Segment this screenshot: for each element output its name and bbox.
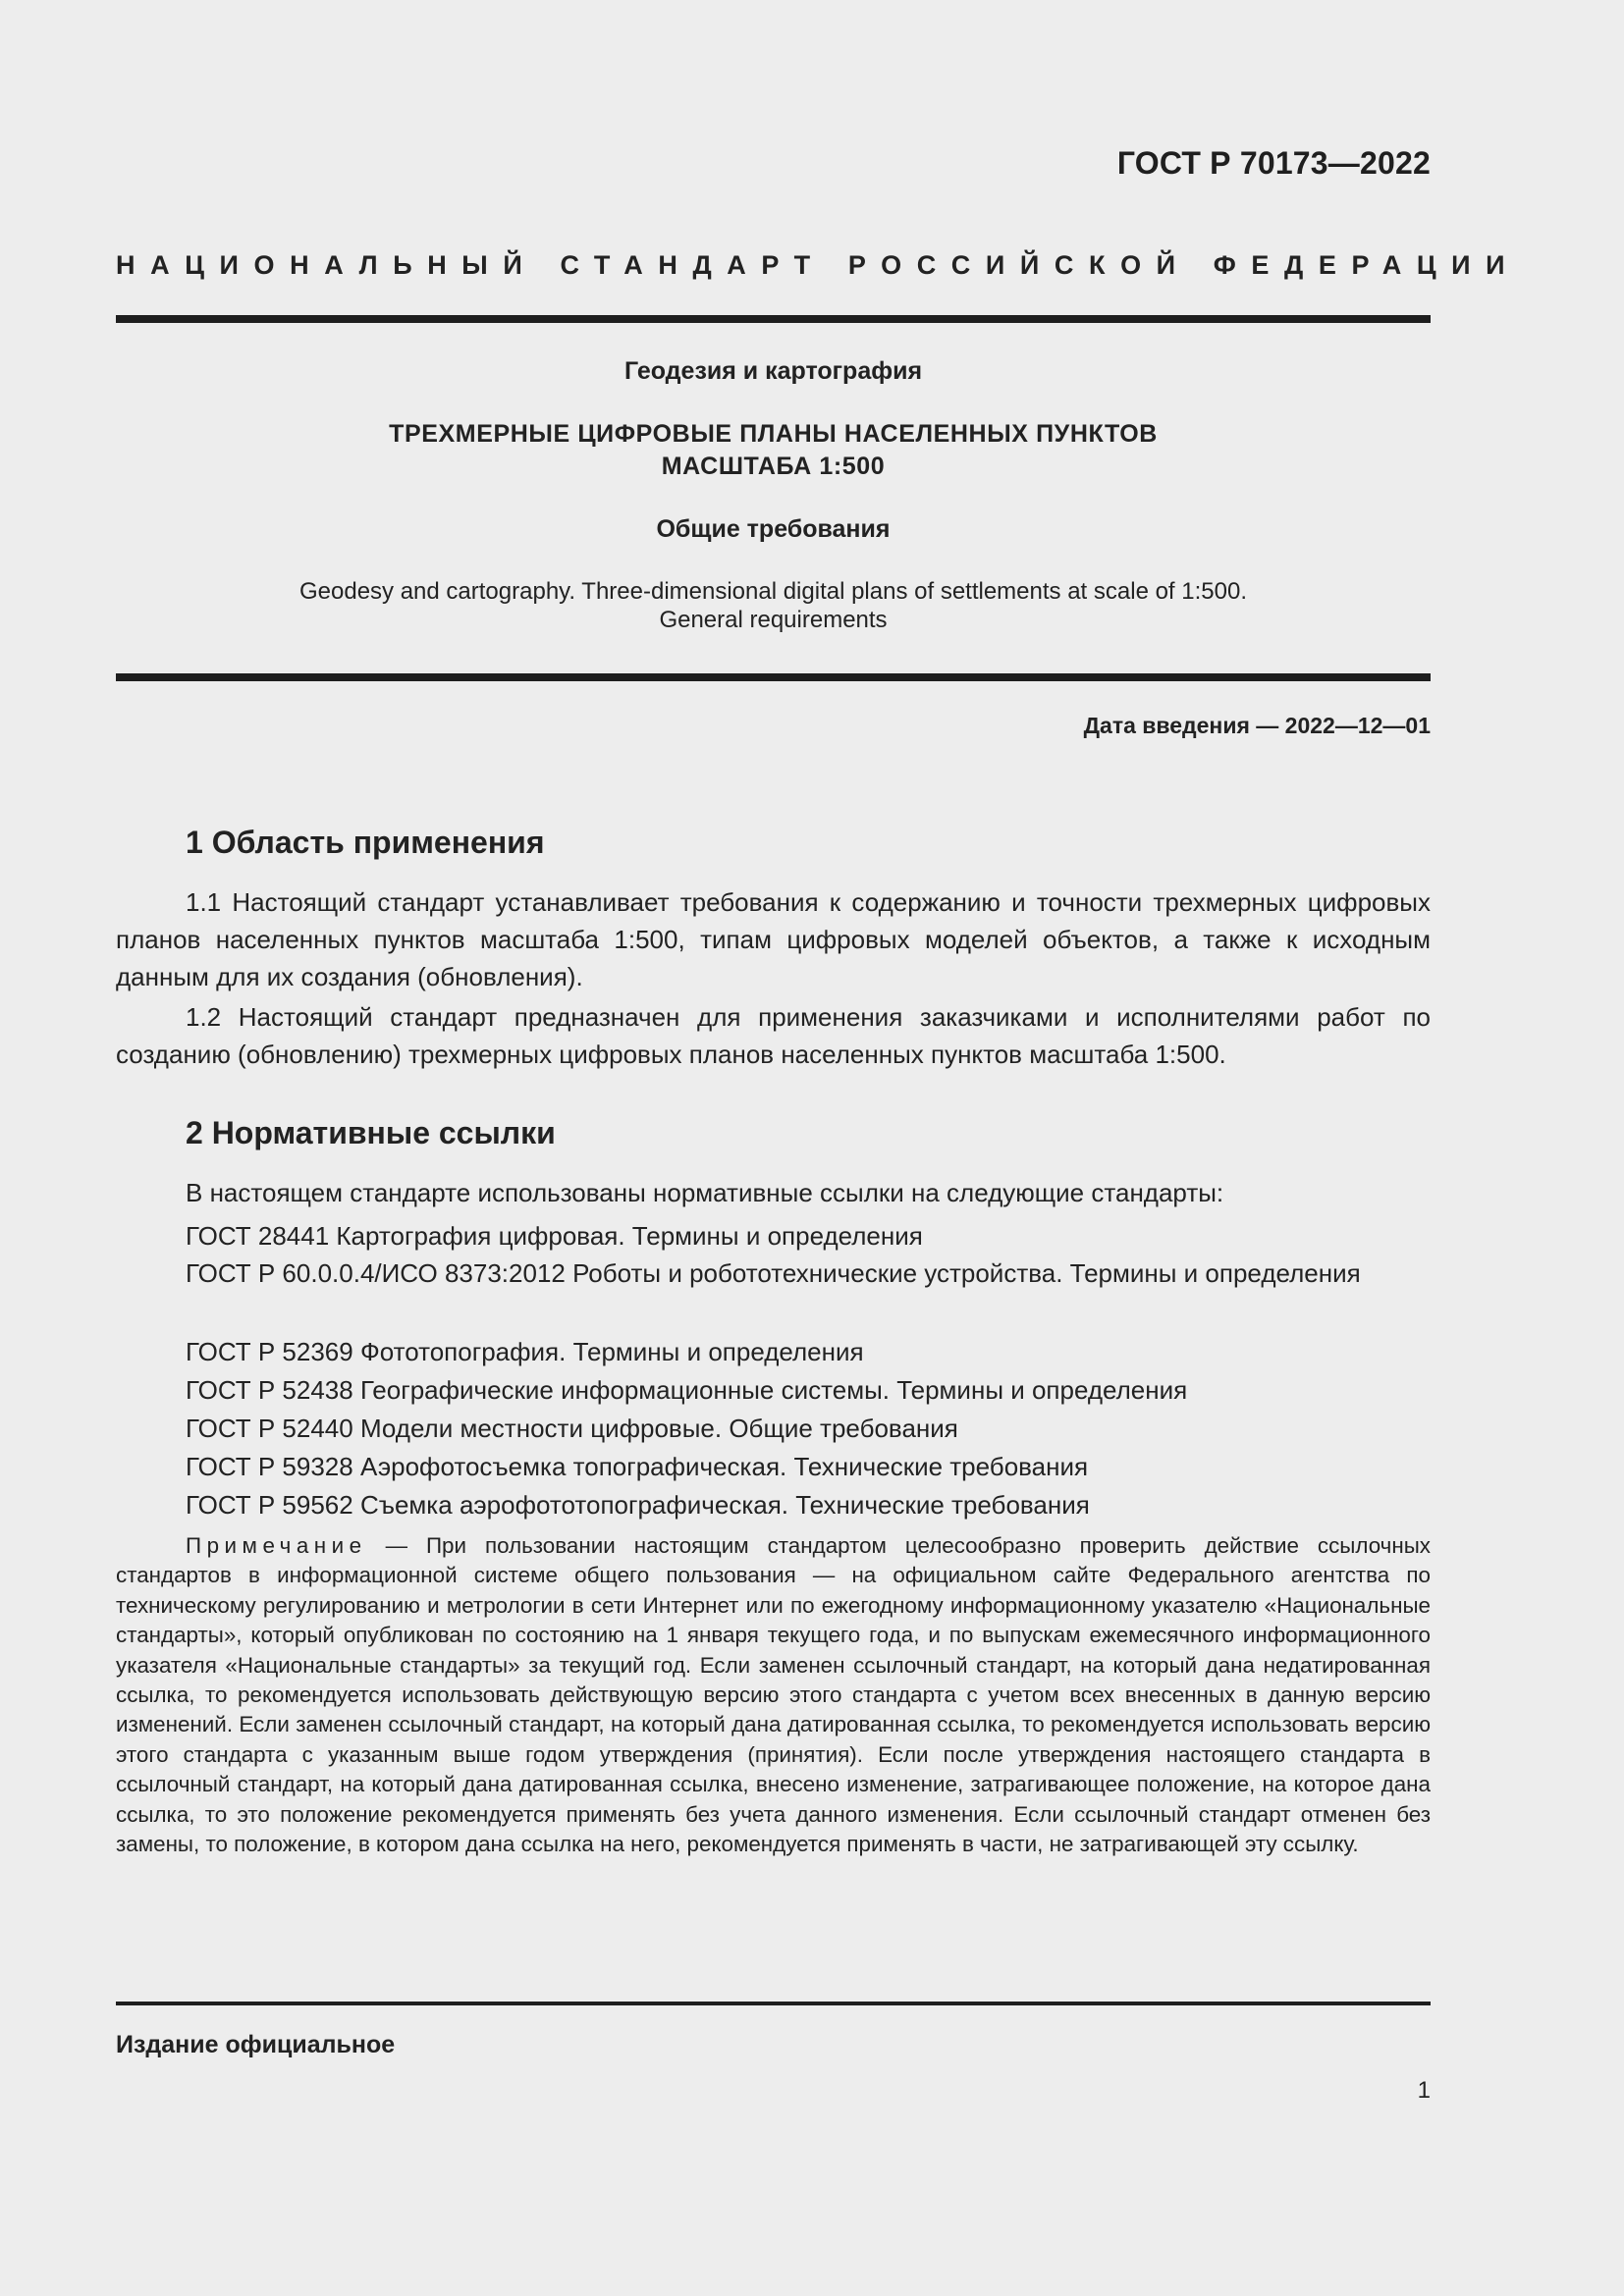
references-intro: В настоящем стандарте использованы нормативные ссылки на следующие стандарты: (186, 1178, 1224, 1207)
title-line-2: МАСШТАБА 1:500 (661, 453, 886, 480)
title-line-1: ТРЕХМЕРНЫЕ ЦИФРОВЫЕ ПЛАНЫ НАСЕЛЕННЫХ ПУНКТОВ (389, 420, 1158, 448)
reference-gost-28441: ГОСТ 28441 Картография цифровая. Термины и определения (186, 1221, 923, 1251)
page-number: 1 (1417, 2077, 1431, 2104)
paragraph-1-1: 1.1 Настоящий стандарт устанавливает требования к содержанию и точности трехмерных цифровых планов населенных пунктов масштаба 1:500, типам цифровых моделей объектов, а также к исходным данным для их создания (обновления). (116, 887, 1431, 991)
section-1-title: 1 Область применения (186, 825, 545, 860)
subtitle: Общие требования (656, 515, 891, 543)
document-number: ГОСТ Р 70173—2022 (1116, 145, 1431, 181)
reference-gost-r-52438: ГОСТ Р 52438 Географические информационные системы. Термины и определения (186, 1375, 1188, 1405)
introduction-date: Дата введения — 2022—12—01 (1083, 713, 1431, 738)
english-title-line-1: Geodesy and cartography. Three-dimensional digital plans of settlements at scale of 1:500. (298, 578, 1247, 605)
reference-gost-r-59328: ГОСТ Р 59328 Аэрофотосъемка топографическая. Технические требования (186, 1452, 1089, 1481)
section-2-title: 2 Нормативные ссылки (186, 1115, 556, 1150)
field-heading: Геодезия и картография (623, 357, 923, 385)
note-paragraph (116, 1531, 1431, 1859)
national-standard-heading: НАЦИОНАЛЬНЫЙ СТАНДАРТ РОССИЙСКОЙ ФЕДЕРАЦИИ (116, 250, 1521, 280)
note-label: Примечание (186, 1533, 367, 1558)
official-edition-label: Издание официальное (116, 2031, 396, 2058)
reference-gost-r-60-0-0-4: ГОСТ Р 60.0.0.4/ИСО 8373:2012 Роботы и робототехнические устройства. Термины и определения (186, 1258, 1361, 1288)
reference-gost-r-52369: ГОСТ Р 52369 Фототопография. Термины и определения (186, 1337, 864, 1366)
top-divider (116, 315, 1431, 323)
paragraph-1-2: 1.2 Настоящий стандарт предназначен для применения заказчиками и исполнителями работ по созданию (обновлению) трехмерных цифровых планов населенных пунктов масштаба 1:500. (116, 1002, 1431, 1069)
english-title-line-2: General requirements (659, 607, 888, 633)
note-text: — При пользовании настоящим стандартом целесообразно проверить действие ссылочных стандартов в информационной системе общего пользования — на официальном сайте Федерального агентства по техническому регулированию и метрологии в сети Интернет или по ежегодному информационному указателю «Национальные стандарты», который опубликован по состоянию на 1 января текущего года, и по выпускам ежемесячного информационного указателя «Национальные стандарты» за текущий год. Если заменен ссылочный стандарт, на который дана недатированная ссылка, то рекомендуется использовать действующую версию этого стандарта с учетом всех внесенных в данную версию изменений. Если заменен ссылочный стандарт, на который дана датированная ссылка, то рекомендуется использовать версию этого стандарта с указанным выше годом утверждения (принятия). Если после утверждения настоящего стандарта в ссылочный стандарт, на который дана датированная ссылка, внесено изменение, затрагивающее положение, на которое дана ссылка, то это положение рекомендуется применять без учета данного изменения. Если ссылочный стандарт отменен без замены, то положение, в котором дана ссылка на него, рекомендуется применять в части, не затрагивающей эту ссылку. (116, 1533, 1431, 1857)
footer-divider (116, 2002, 1431, 2005)
title-divider (116, 673, 1431, 681)
reference-gost-r-59562: ГОСТ Р 59562 Съемка аэрофототопографическая. Технические требования (186, 1490, 1090, 1520)
reference-gost-r-52440: ГОСТ Р 52440 Модели местности цифровые. Общие требования (186, 1414, 958, 1443)
